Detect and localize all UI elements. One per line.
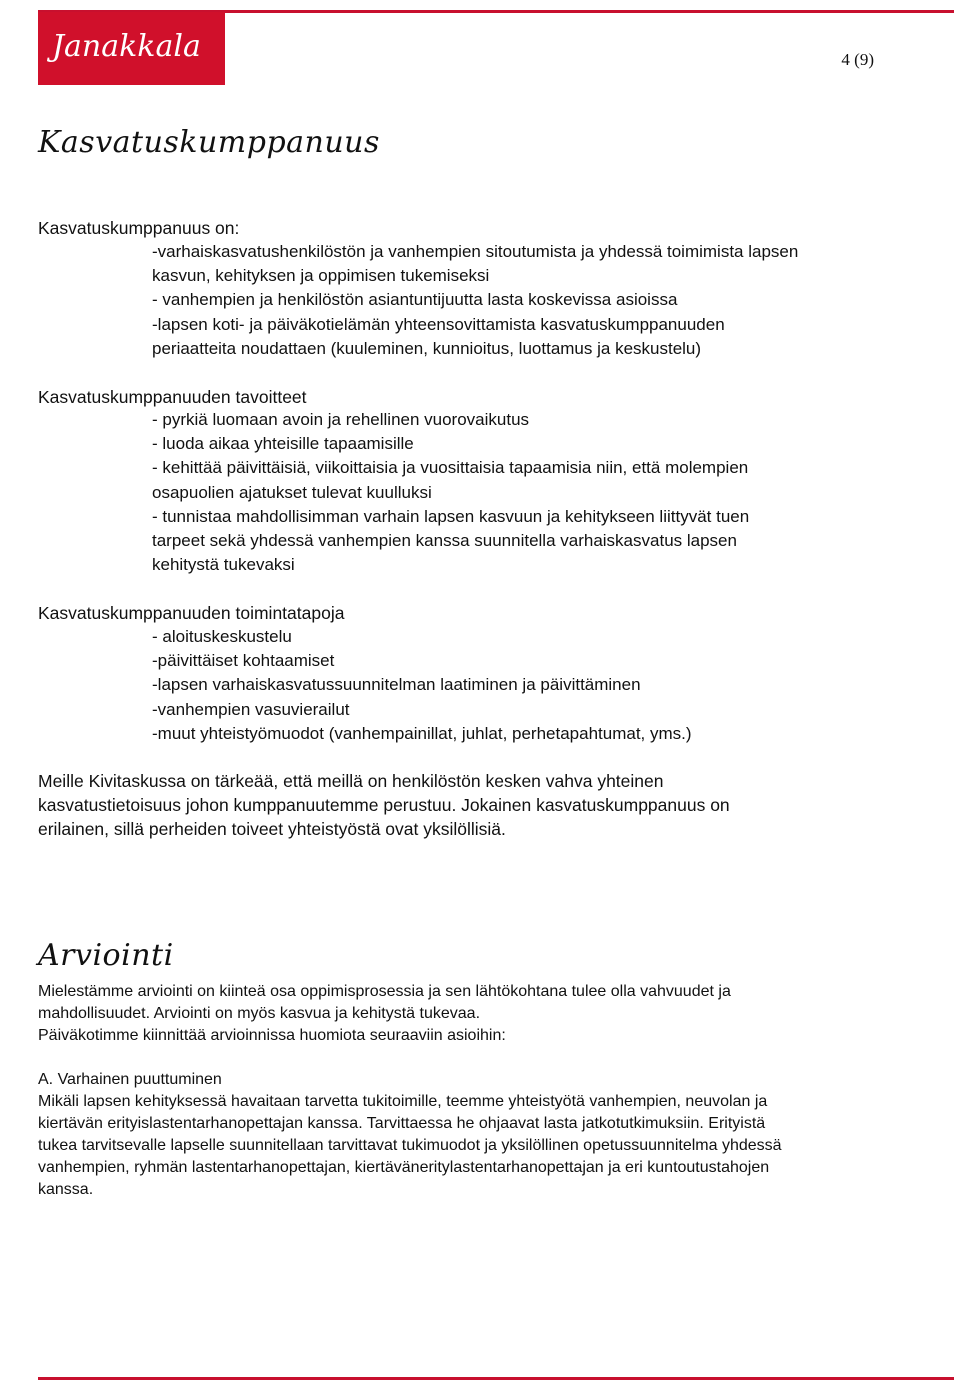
page-number: 4 (9) bbox=[841, 50, 874, 69]
practices-line: -muut yhteistyömuodot (vanhempainillat, juhlat, perhetapahtumat, yms.) bbox=[152, 723, 692, 743]
logo-wordmark bbox=[38, 12, 225, 85]
intro-line: - vanhempien ja henkilöstön asiantuntijuutta lasta koskevissa asioissa bbox=[152, 290, 678, 310]
goals-line: - tunnistaa mahdollisimman varhain lapsen kasvuun ja kehitykseen liittyvät tuen bbox=[152, 506, 750, 526]
section-title-kasvatuskumppanuus: Kasvatuskumppanuus bbox=[38, 125, 380, 160]
closing-line: Meille Kivitaskussa on tärkeää, että meillä on henkilöstön kesken vahva yhteinen bbox=[38, 771, 664, 791]
arviointi-body bbox=[38, 1091, 782, 1201]
subheading-varhainen-puuttuminen: A. Varhainen puuttuminen bbox=[38, 1071, 222, 1088]
intro-line: -lapsen koti- ja päiväkotielämän yhteensovittamista kasvatuskumppanuuden bbox=[152, 314, 725, 334]
goals-line: - kehittää päivittäisiä, viikoittaisia ja vuosittaisia tapaamisia niin, että molempien bbox=[152, 458, 749, 478]
arviointi-intro-line: Mielestämme arviointi on kiinteä osa oppimisprosessia ja sen lähtökohtana tulee olla vahvuudet ja bbox=[38, 983, 731, 1000]
arviointi-intro-line: Päiväkotimme kiinnittää arvioinnissa huomiota seuraaviin asioihin: bbox=[38, 1027, 506, 1044]
arviointi-body-line: tukea tarvitsevalle lapselle suunnitellaan tarvittavat tukimuodot ja yksilöllinen opetussuunnitelma yhdessä bbox=[38, 1137, 782, 1154]
practices-label: Kasvatuskumppanuuden toimintatapoja bbox=[38, 603, 345, 623]
intro-label: Kasvatuskumppanuus on: bbox=[38, 218, 240, 238]
goals-line: kehitystä tukevaksi bbox=[152, 555, 295, 575]
logo-text: Janakkala bbox=[52, 29, 201, 64]
bottom-rule bbox=[38, 1377, 954, 1380]
goals-line: tarpeet sekä yhdessä vanhempien kanssa suunnitella varhaiskasvatus lapsen bbox=[152, 531, 737, 551]
arviointi-body-line: vanhempien, ryhmän lastentarhanopettajan, kiertäväneritylastentarhanopettajan ja eri kuntoutustahojen bbox=[38, 1159, 770, 1176]
practices-line: - aloituskeskustelu bbox=[152, 627, 292, 646]
closing-line: kasvatustietoisuus johon kumppanuutemme perustuu. Jokainen kasvatuskumppanuus on bbox=[38, 795, 730, 815]
goals-line: - pyrkiä luomaan avoin ja rehellinen vuorovaikutus bbox=[152, 410, 530, 429]
section-title-arviointi: Arviointi bbox=[38, 938, 174, 973]
closing-line: erilainen, sillä perheiden toiveet yhteistyöstä ovat yksilöllisiä. bbox=[38, 819, 506, 839]
intro-list bbox=[152, 240, 952, 361]
intro-line: -varhaiskasvatushenkilöstön ja vanhempien sitoutumista ja yhdessä toimimista lapsen bbox=[152, 242, 799, 261]
intro-line: periaatteita noudattaen (kuuleminen, kunnioitus, luottamus ja keskustelu) bbox=[152, 338, 702, 358]
closing-paragraph bbox=[38, 769, 730, 841]
goals-list bbox=[152, 408, 952, 577]
practices-line: -päivittäiset kohtaamiset bbox=[152, 651, 335, 671]
goals-line: - luoda aikaa yhteisille tapaamisille bbox=[152, 434, 414, 454]
janakkala-logo bbox=[38, 12, 225, 85]
goals-line: osapuolien ajatukset tulevat kuulluksi bbox=[152, 482, 432, 502]
practices-list bbox=[152, 625, 952, 746]
goals-label: Kasvatuskumppanuuden tavoitteet bbox=[38, 387, 307, 407]
arviointi-intro-line: mahdollisuudet. Arviointi on myös kasvua ja kehitystä tukevaa. bbox=[38, 1005, 481, 1022]
intro-line: kasvun, kehityksen ja oppimisen tukemiseksi bbox=[152, 266, 490, 286]
arviointi-intro bbox=[38, 981, 731, 1047]
arviointi-body-line: kiertävän erityislastentarhanopettajan kanssa. Tarvittaessa he ohjaavat lasta jatkotutkimuksiin. Erityistä bbox=[38, 1115, 766, 1132]
arviointi-body-line: Mikäli lapsen kehityksessä havaitaan tarvetta tukitoimille, teemme yhteistyötä vanhempien, neuvolan ja bbox=[38, 1093, 768, 1110]
practices-line: -vanhempien vasuvierailut bbox=[152, 699, 350, 719]
arviointi-body-line: kanssa. bbox=[38, 1181, 94, 1198]
practices-line: -lapsen varhaiskasvatussuunnitelman laatiminen ja päivittäminen bbox=[152, 675, 641, 695]
